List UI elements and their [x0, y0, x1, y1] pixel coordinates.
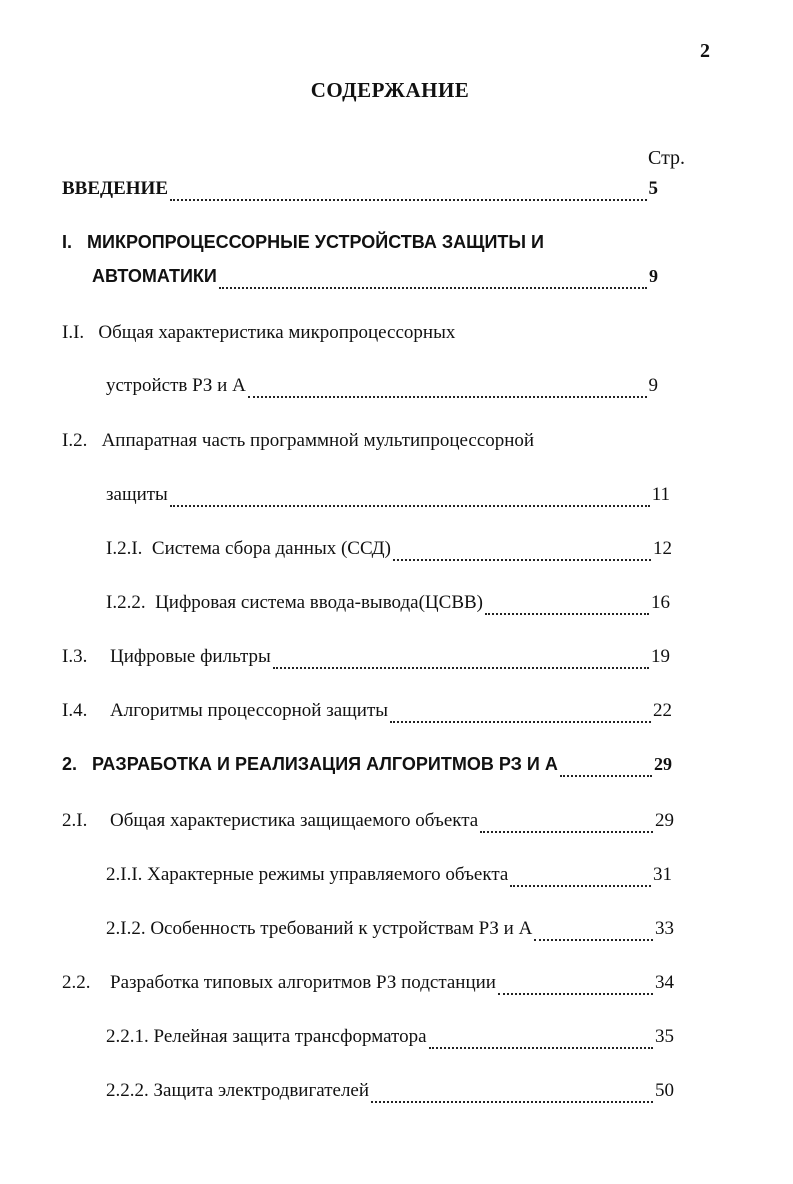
dot-leader: [219, 287, 647, 289]
toc-entry-chapter-1[interactable]: [92, 266, 658, 294]
toc-entry-1-2-line1[interactable]: [62, 430, 534, 452]
dot-leader: [371, 1101, 653, 1103]
toc-entry-2-2-2[interactable]: [106, 1080, 674, 1108]
toc-entry-page: 31: [653, 864, 672, 885]
toc-entry-text: Релейная защита трансформатора: [153, 1026, 427, 1047]
toc-entry-page: 16: [651, 592, 670, 613]
toc-entry-number: 2.I.: [62, 810, 88, 831]
toc-entry-1-1[interactable]: [106, 375, 658, 403]
page-column-label: Стр.: [648, 147, 686, 169]
toc-entry-text: Цифровая система ввода-вывода(ЦСВВ): [155, 592, 483, 613]
toc-entry-text: Аппаратная часть программной мультипроцессорной: [101, 430, 535, 451]
toc-entry-1-2-1[interactable]: [106, 538, 672, 566]
toc-entry-1-3[interactable]: [62, 646, 670, 674]
dot-leader: [498, 993, 653, 995]
toc-entry-text: ВВЕДЕНИЕ: [62, 178, 168, 199]
dot-leader: [534, 939, 653, 941]
toc-entry-1-2-2[interactable]: [106, 592, 670, 620]
toc-entry-page: 34: [655, 972, 674, 993]
dot-leader: [170, 505, 650, 507]
toc-entry-text: Система сбора данных (ССД): [151, 538, 391, 559]
toc-entry-number: 2.: [62, 754, 78, 774]
toc-entry-2-1[interactable]: [62, 810, 674, 838]
toc-entry-text: МИКРОПРОЦЕССОРНЫЕ УСТРОЙСТВА ЗАЩИТЫ И: [87, 232, 544, 252]
toc-entry-page: 35: [655, 1026, 674, 1047]
toc-entry-text: Цифровые фильтры: [110, 646, 271, 667]
dot-leader: [480, 831, 653, 833]
dot-leader: [485, 613, 649, 615]
toc-entry-text: Общая характеристика микропроцессорных: [98, 322, 456, 343]
toc-entry-page: 50: [655, 1080, 674, 1101]
toc-entry-text: защиты: [106, 484, 168, 505]
toc-entry-text: РАЗРАБОТКА И РЕАЛИЗАЦИЯ АЛГОРИТМОВ РЗ И А: [92, 754, 558, 774]
toc-entry-text: устройств РЗ и А: [106, 375, 246, 396]
toc-entry-text: Разработка типовых алгоритмов РЗ подстанции: [110, 972, 496, 993]
toc-entry-text: Защита электродвигателей: [153, 1080, 370, 1101]
toc-entry-number: I.I.: [62, 322, 85, 343]
toc-entry-text: Алгоритмы процессорной защиты: [110, 700, 389, 721]
toc-entry-2-1-2[interactable]: [106, 918, 674, 946]
toc-entry-number: I.3.: [62, 646, 88, 667]
dot-leader: [248, 396, 647, 398]
toc-entry-page: 19: [651, 646, 670, 667]
toc-entry-page: 12: [653, 538, 672, 559]
toc-entry-1-1-line1[interactable]: [62, 322, 455, 344]
toc-entry-text: Особенность требований к устройствам РЗ и А: [150, 918, 533, 939]
toc-entry-text: АВТОМАТИКИ: [92, 266, 217, 286]
dot-leader: [170, 199, 647, 201]
dot-leader: [393, 559, 651, 561]
toc-entry-page: 29: [655, 810, 674, 831]
toc-entry-2-2[interactable]: [62, 972, 674, 1000]
toc-entry-number: 2.2.1.: [106, 1026, 149, 1047]
page-title: СОДЕРЖАНИЕ: [310, 78, 470, 102]
toc-entry-number: 2.I.2.: [106, 918, 146, 939]
toc-entry-text: Общая характеристика защищаемого объекта: [110, 810, 479, 831]
toc-entry-introduction[interactable]: [62, 178, 658, 206]
toc-entry-page: 22: [653, 700, 672, 721]
toc-entry-number: 2.I.I.: [106, 864, 143, 885]
toc-entry-page: 9: [648, 375, 658, 396]
dot-leader: [390, 721, 651, 723]
dot-leader: [273, 667, 649, 669]
toc-entry-number: 2.2.: [62, 972, 91, 993]
toc-entry-number: I.: [62, 232, 73, 252]
toc-entry-number: I.2.2.: [106, 592, 146, 613]
toc-entry-number: I.4.: [62, 700, 88, 721]
dot-leader: [510, 885, 651, 887]
dot-leader: [560, 775, 652, 777]
toc-entry-number: I.2.: [62, 430, 88, 451]
toc-entry-text: Характерные режимы управляемого объекта: [147, 864, 509, 885]
toc-entry-chapter-1-line1[interactable]: [62, 232, 544, 253]
toc-entry-page: 5: [648, 178, 658, 199]
toc-entry-2-1-1[interactable]: [106, 864, 672, 892]
toc-entry-page: 9: [649, 266, 658, 286]
toc-entry-number: I.2.I.: [106, 538, 143, 559]
dot-leader: [429, 1047, 653, 1049]
toc-entry-1-2[interactable]: [106, 484, 670, 512]
page-number: 2: [700, 40, 710, 62]
toc-entry-page: 29: [654, 754, 672, 774]
toc-entry-number: 2.2.2.: [106, 1080, 149, 1101]
toc-entry-2-2-1[interactable]: [106, 1026, 674, 1054]
toc-entry-1-4[interactable]: [62, 700, 672, 728]
toc-entry-chapter-2[interactable]: [62, 754, 672, 782]
toc-entry-page: 11: [651, 484, 670, 505]
toc-entry-page: 33: [655, 918, 674, 939]
